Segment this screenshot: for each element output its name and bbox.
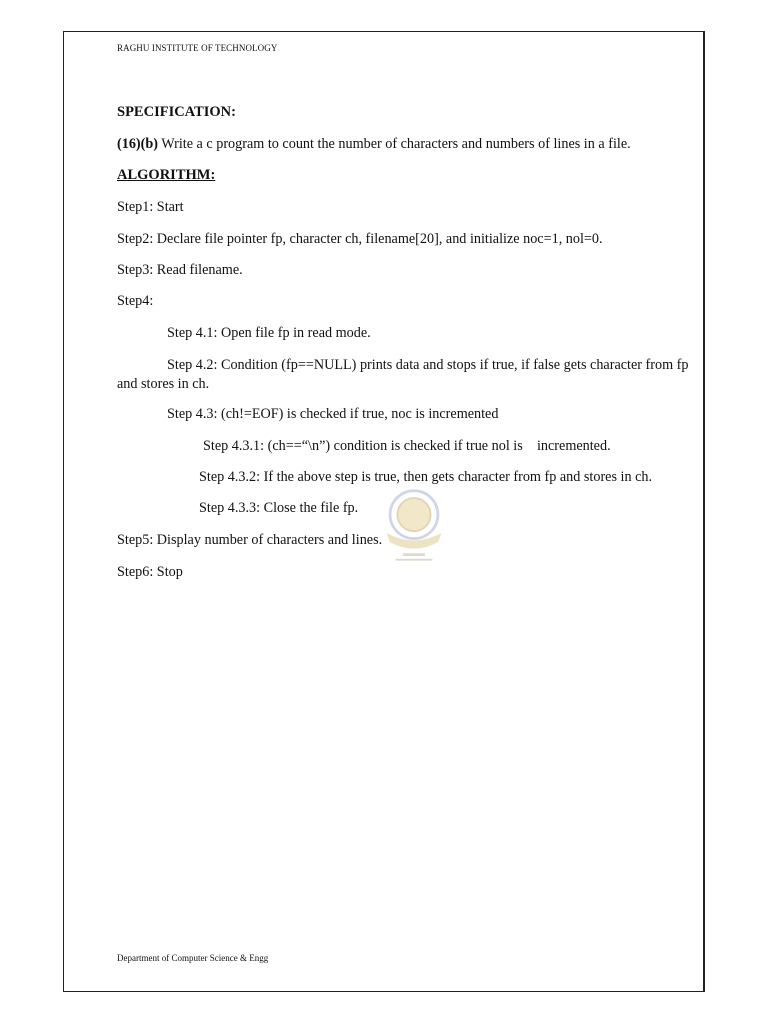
college-seal-icon	[368, 476, 460, 568]
algorithm-heading: ALGORITHM:	[117, 167, 216, 183]
question-label: (16)(b)	[117, 136, 158, 152]
step-4-3-1: Step 4.3.1: (ch==“\n”) condition is checked if true nol is incremented.	[203, 438, 611, 454]
step-2: Step2: Declare file pointer fp, character ch, filename[20], and initialize noc=1, nol=0.	[117, 231, 603, 247]
step-4-2: Step 4.2: Condition (fp==NULL) prints data and stops if true, if false gets character from fp and stores in ch.	[117, 357, 689, 392]
step-4-3-2: Step 4.3.2: If the above step is true, then gets character from fp and stores in ch.	[199, 469, 653, 485]
step-4-3-3: Step 4.3.3: Close the file fp.	[199, 500, 359, 516]
page-header: RAGHU INSTITUTE OF TECHNOLOGY	[117, 43, 278, 53]
step-6: Step6: Stop	[117, 564, 183, 580]
step-4-3: Step 4.3: (ch!=EOF) is checked if true, noc is incremented	[167, 406, 499, 422]
page-footer: Department of Computer Science & Engg	[117, 953, 269, 963]
step-4-1: Step 4.1: Open file fp in read mode.	[167, 325, 371, 341]
step-3: Step3: Read filename.	[117, 262, 243, 278]
step-1: Step1: Start	[117, 199, 184, 215]
step-4: Step4:	[117, 293, 154, 309]
step-5: Step5: Display number of characters and lines.	[117, 532, 383, 548]
question-text: Write a c program to count the number of characters and numbers of lines in a file.	[157, 136, 631, 152]
specification-heading: SPECIFICATION:	[117, 104, 236, 120]
question-line	[117, 136, 631, 153]
